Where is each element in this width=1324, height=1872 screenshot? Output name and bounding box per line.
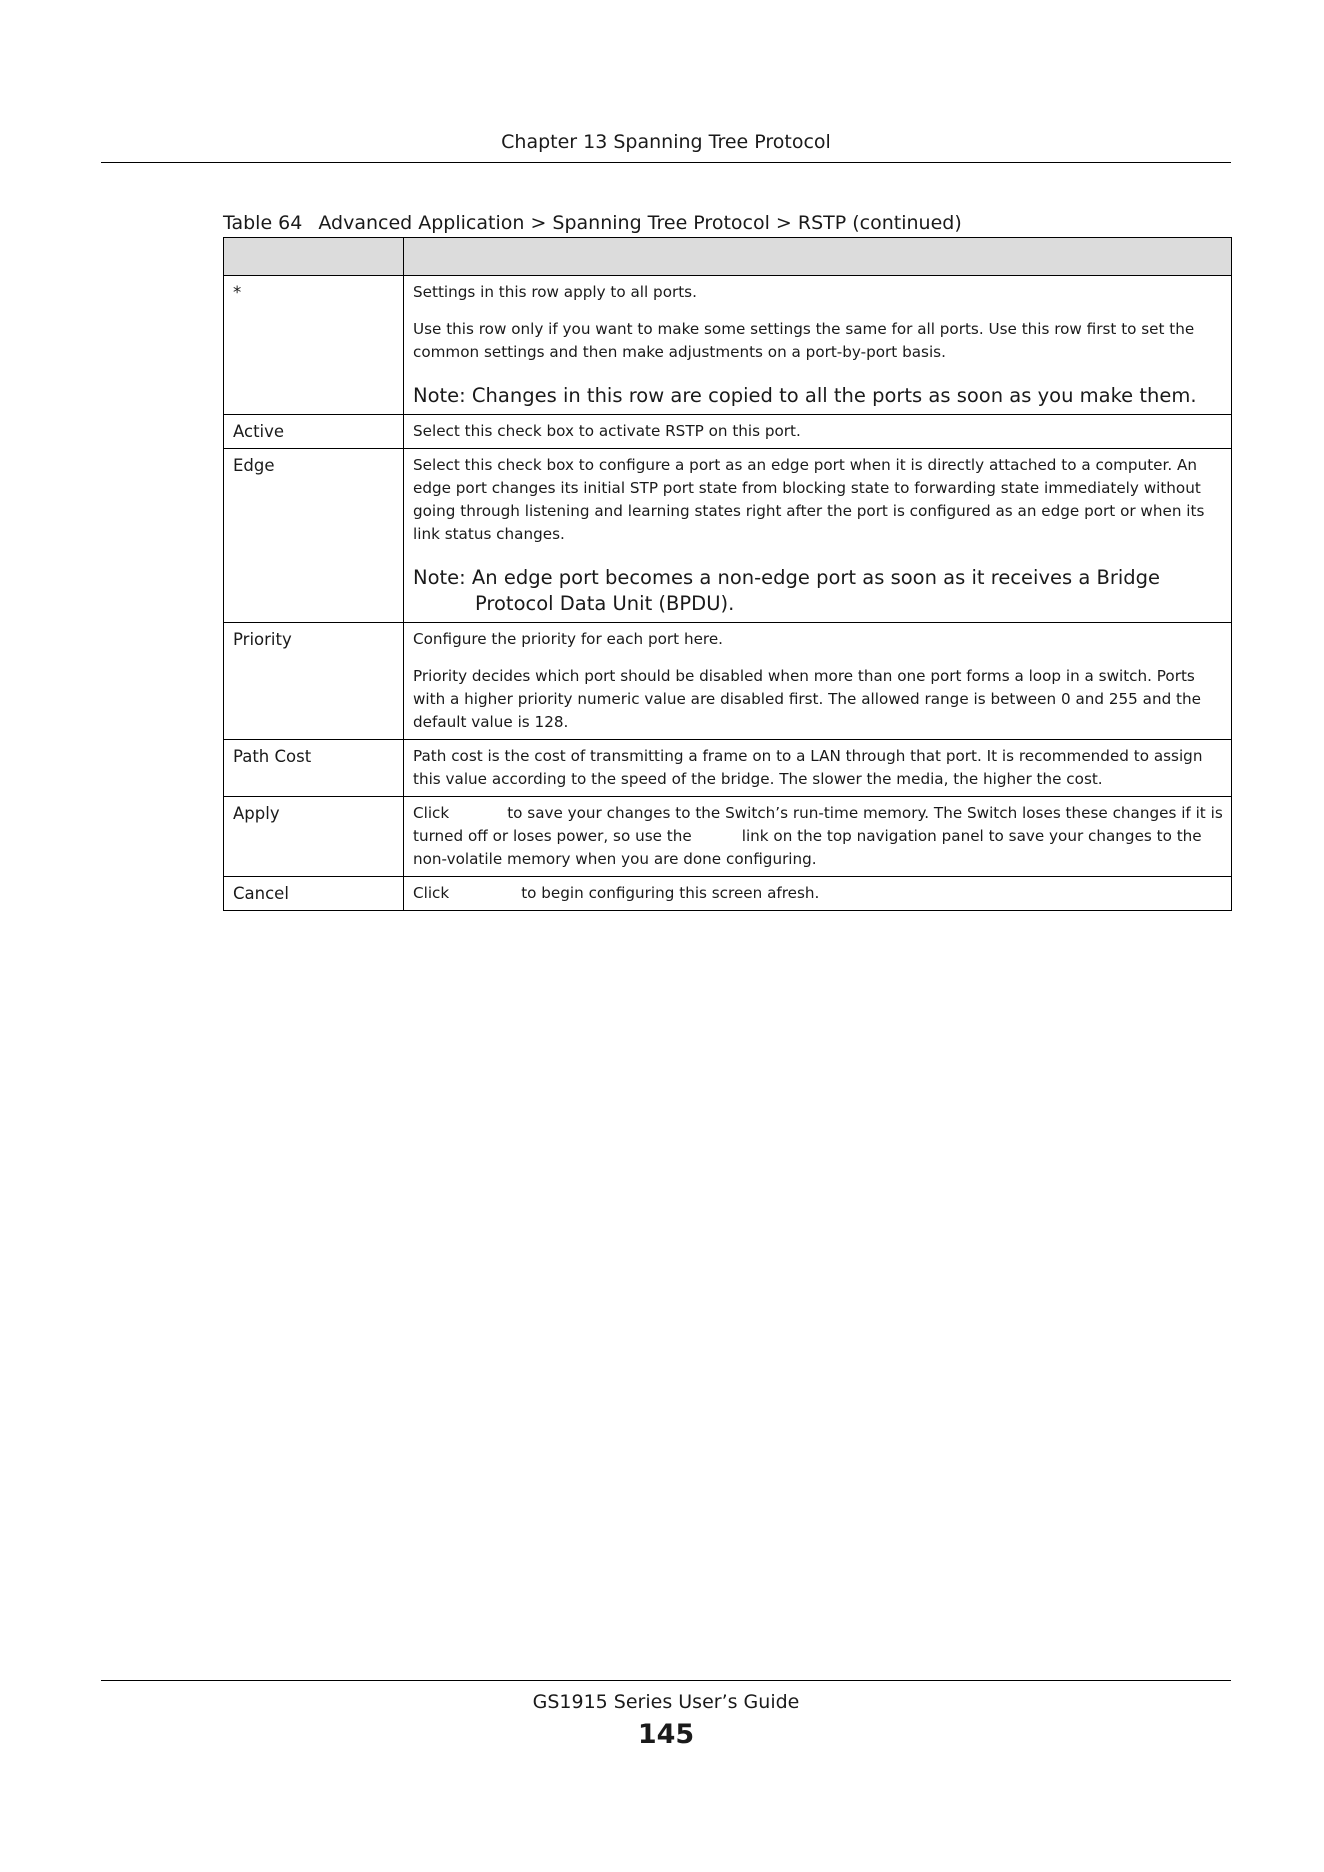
row-label: Cancel <box>224 877 404 911</box>
rstp-settings-table <box>223 237 1232 911</box>
row-label: Priority <box>224 623 404 740</box>
table-row-priority <box>224 623 1232 740</box>
table-row-cancel <box>224 877 1232 911</box>
description-paragraph <box>413 802 1223 871</box>
note-text: Note: An edge port becomes a non-edge port as soon as it receives a Bridge Protocol Data Unit (BPDU). <box>413 566 1161 615</box>
description-paragraph: Settings in this row apply to all ports. <box>413 283 697 301</box>
table-row-active <box>224 415 1232 449</box>
description-paragraph: Priority decides which port should be disabled when more than one port forms a loop in a switch. Ports with a higher priority numeric value are disabled first. The allowed range is between 0 and 255 and the default value is 128. <box>413 667 1201 731</box>
table-row-path-cost <box>224 740 1232 797</box>
row-label: Active <box>224 415 404 449</box>
description-text-part: to begin configuring this screen afresh. <box>521 884 820 902</box>
guide-title: GS1915 Series User’s Guide <box>532 1691 800 1713</box>
description-paragraph: Select this check box to activate RSTP on this port. <box>413 422 801 440</box>
description-paragraph: Use this row only if you want to make some settings the same for all ports. Use this row first to set the common settings and then make adjustments on a port-by-port basis. <box>413 320 1195 361</box>
table-caption-text: Advanced Application > Spanning Tree Protocol > RSTP (continued) <box>318 212 962 234</box>
row-description <box>404 797 1232 877</box>
header-divider <box>101 162 1231 163</box>
table-caption <box>223 211 962 235</box>
table-caption-number: Table 64 <box>223 212 303 234</box>
table-header-description-cell <box>404 238 1232 276</box>
description-text-part: Click <box>413 884 450 902</box>
table-row-apply <box>224 797 1232 877</box>
table-header-row <box>224 238 1232 276</box>
description-text-part: Click <box>413 804 450 822</box>
note-text: Note: Changes in this row are copied to all the ports as soon as you make them. <box>413 384 1197 407</box>
row-description <box>404 877 1232 911</box>
row-description <box>404 740 1232 797</box>
row-label: Edge <box>224 449 404 623</box>
footer-divider <box>101 1680 1231 1681</box>
description-paragraph: Configure the priority for each port here. <box>413 630 723 648</box>
description-paragraph <box>413 882 1223 905</box>
row-description <box>404 415 1232 449</box>
table-row-all-ports <box>224 276 1232 415</box>
row-label: * <box>224 276 404 415</box>
row-description <box>404 449 1232 623</box>
table-row-edge <box>224 449 1232 623</box>
row-label: Apply <box>224 797 404 877</box>
page-number: 145 <box>637 1719 695 1750</box>
description-text-part: to save your changes to the Switch’s run-time memory. The Switch loses these changes if it is turned off or loses power, so use the <box>413 804 1223 845</box>
description-paragraph: Select this check box to configure a port as an edge port when it is directly attached to a computer. An edge port changes its initial STP port state from blocking state to forwarding state immediately without going through listening and learning states right after the port is configured as an edge port or when its link status changes. <box>413 456 1205 543</box>
description-paragraph: Path cost is the cost of transmitting a frame on to a LAN through that port. It is recommended to assign this value according to the speed of the bridge. The slower the media, the higher the cost. <box>413 747 1203 788</box>
description-text-part: link on the top navigation panel to save your changes to the non-volatile memory when you are done configuring. <box>413 827 1202 868</box>
row-description <box>404 276 1232 415</box>
row-description <box>404 623 1232 740</box>
row-label: Path Cost <box>224 740 404 797</box>
table-header-label-cell <box>224 238 404 276</box>
chapter-title: Chapter 13 Spanning Tree Protocol <box>501 131 831 153</box>
